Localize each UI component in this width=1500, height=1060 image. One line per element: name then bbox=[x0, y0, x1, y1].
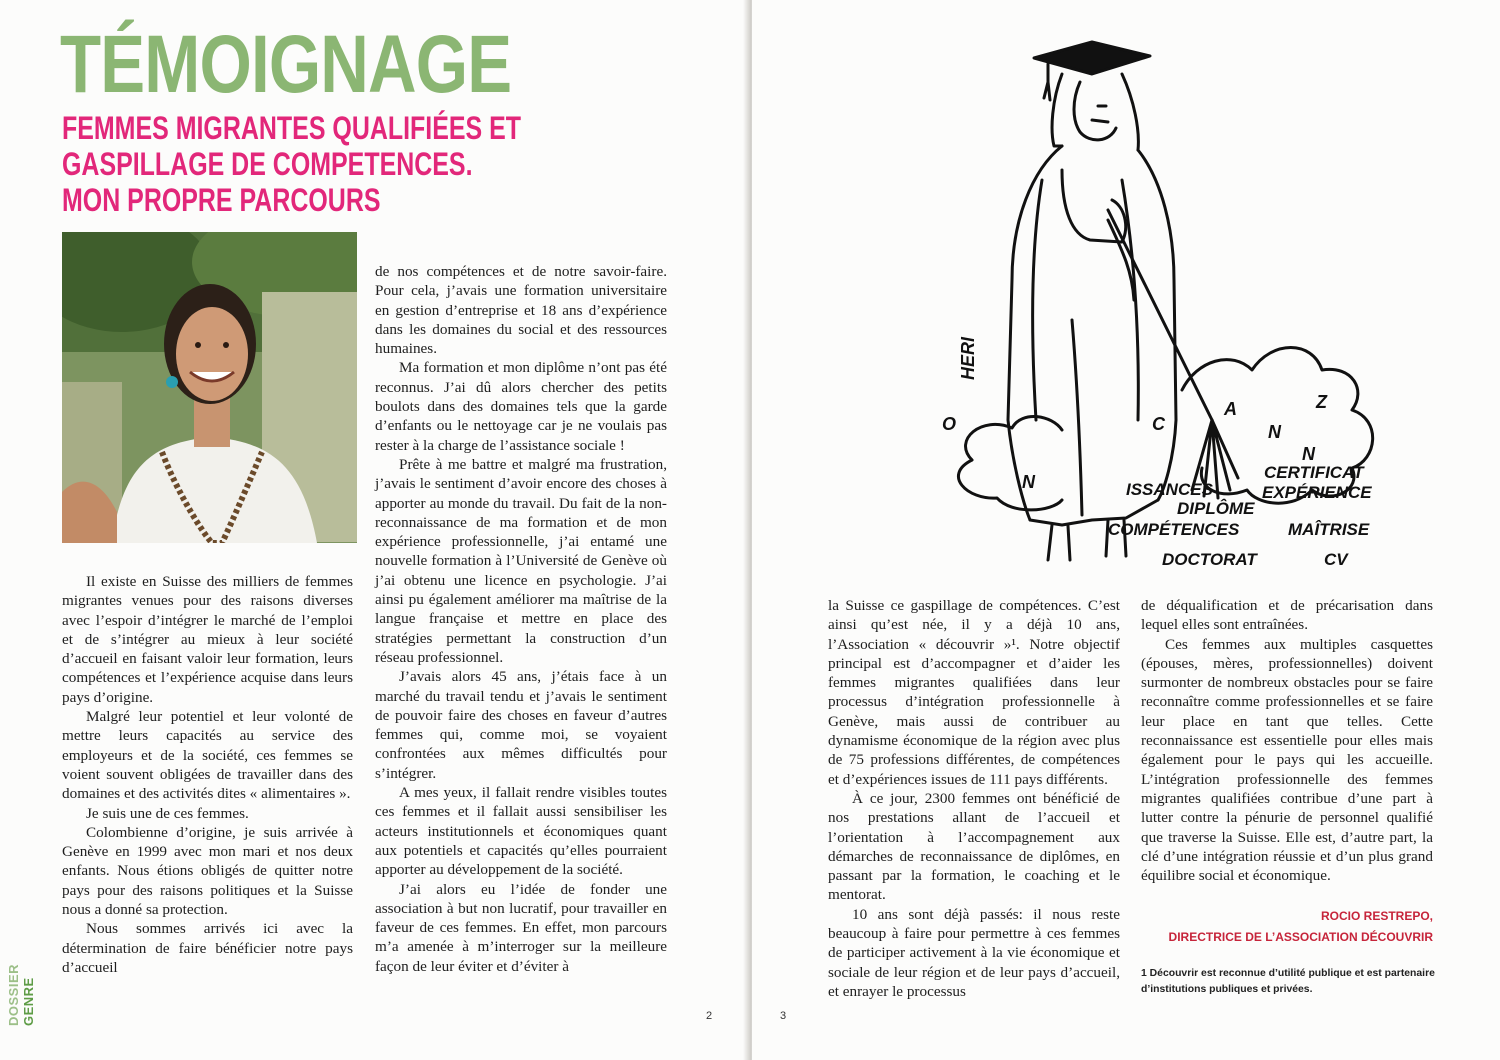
dust-letter: N bbox=[1302, 444, 1315, 464]
paragraph: Ma formation et mon diplôme n’ont pas été reconnus. J’ai dû alors chercher des petits boulots dans des domaines tels que la garde d’enfants ou le nettoyage car je ne voulais pas rester à la charge de l’assistance sociale ! bbox=[375, 359, 667, 454]
author-name: ROCIO RESTREPO, bbox=[1320, 909, 1433, 923]
paragraph: A mes yeux, il fallait rendre visibles toutes ces femmes et il fallait aussi sensibiliser les acteurs institutionnels et économiques quant aux potentiels et capacités qu’elles pourraient apporter au développement de la société. bbox=[375, 784, 667, 879]
paragraph: J’ai alors eu l’idée de fonder une association à but non lucratif, pour travailler en faveur de ces femmes. En effet, mon parcours m’a amenée à m’interroger sur la meilleure façon de leur éviter et d’éviter à bbox=[375, 880, 667, 975]
paragraph: Colombienne d’origine, je suis arrivée à Genève en 1999 avec mon mari et nos deux enfants. Nous étions obligés de quitter notre pays pour des raisons politiques et la Suisse nous a donné sa protection. bbox=[62, 823, 353, 919]
dust-letter: N bbox=[1022, 472, 1035, 492]
paragraph-continued: la Suisse ce gaspillage de compétences. C’est ainsi qu’est née, il y a déjà 10 ans, l’Association « découvrir »¹. Notre objectif principal est d’accompagner et d’aider les femmes migrantes qualifiées dans leur processus d’intégration professionnelle à Genève, mais aussi de contribuer au dynamisme économique de la région avec plus de 75 professions différentes, de compétences et d’expériences issues de 111 pays différents. bbox=[828, 597, 1120, 788]
left-page bbox=[0, 0, 748, 1060]
paragraph-continued: de nos compétences et de notre savoir-faire. Pour cela, j’avais une formation universitaire en gestion d’entreprise et 18 ans d’expérience dans les domaines du social et des ressources humaines. bbox=[375, 263, 667, 358]
paragraph: 10 ans sont déjà passés: il nous reste beaucoup à faire pour permettre à ces femmes de participer activement à la vie économique et sociale de leur région et de leur pays d’accueil, et enrayer le processus bbox=[828, 905, 1120, 1000]
section-side-tag bbox=[4, 960, 44, 1030]
dust-letter: O bbox=[942, 414, 957, 434]
cartoon-word: CV bbox=[1324, 550, 1348, 569]
paragraph: Nous sommes arrivés ici avec la détermination de faire bénéficier notre pays d’accueil bbox=[62, 920, 353, 976]
dust-letter: C bbox=[1152, 414, 1165, 434]
headline-line: MON PROPRE PARCOURS bbox=[62, 182, 381, 218]
cartoon-word: DIPLÔME bbox=[1177, 499, 1255, 518]
side-tag-dossier: DOSSIER bbox=[6, 963, 21, 1026]
column-2 bbox=[375, 262, 667, 976]
paragraph: J’avais alors 45 ans, j’étais face à un marché du travail tendu et j’avais le sentiment de pouvoir faire des choses en faveur d’autres femmes qui, comme moi, se voyaient confrontées aux mêmes difficultés pour s’intégrer. bbox=[375, 668, 667, 782]
cartoon-word: MAÎTRISE bbox=[1288, 520, 1370, 539]
author-signature bbox=[1141, 906, 1433, 948]
footnote: 1 Découvrir est reconnue d’utilité publique et est partenaire d’institutions publiques et privées. bbox=[1141, 968, 1435, 995]
headline-line: GASPILLAGE DE COMPETENCES. bbox=[62, 146, 473, 182]
cartoon-word: DOCTORAT bbox=[1162, 550, 1257, 569]
paragraph: Ces femmes aux multiples casquettes (épouses, mères, professionnelles) doivent surmonter de nombreux obstacles pour se faire reconnaître comme professionnelles et se faire leur place en tant que telles. Cette reconnaissance est essentielle pour elles mais également pour le pays qui les accueille. L’intégration professionnelle des femmes migrantes qualifiées contribue d’une part à lutter contre la pénurie de personnel qualifié que traverse la Suisse. Elle est, d’autre part, la clé d’une intégration réussie et d’un plus grand équilibre social et économique. bbox=[1141, 635, 1433, 885]
dust-letter: N bbox=[1268, 422, 1281, 442]
paragraph: Je suis une de ces femmes. bbox=[86, 804, 249, 822]
side-tag-genre: GENRE bbox=[21, 977, 36, 1026]
author-role: DIRECTRICE DE L’ASSOCIATION DÉCOUVRIR bbox=[1168, 930, 1433, 944]
cartoonist-signature: HERI bbox=[958, 336, 978, 380]
cartoon-words bbox=[1108, 463, 1372, 569]
article-headline bbox=[62, 110, 561, 218]
right-page bbox=[752, 0, 1500, 1060]
column-4 bbox=[1141, 596, 1433, 885]
section-kicker: TÉMOIGNAGE bbox=[60, 19, 512, 110]
dust-letter: A bbox=[1224, 399, 1237, 419]
cartoon-word: EXPÉRIENCE bbox=[1262, 483, 1372, 502]
column-1 bbox=[62, 572, 353, 977]
paragraph-continued: de déqualification et de précarisation dans lequel elles sont entraînées. bbox=[1141, 597, 1433, 634]
page-number: 3 bbox=[780, 1010, 787, 1022]
cartoon-word: COMPÉTENCES bbox=[1108, 520, 1240, 539]
author-portrait-photo bbox=[62, 232, 357, 543]
column-3 bbox=[828, 596, 1120, 1001]
headline-line: FEMMES MIGRANTES QUALIFIÉES ET bbox=[62, 110, 522, 146]
paragraph: À ce jour, 2300 femmes ont bénéficié de nos prestations allant de l’accueil et l’orientation à l’accompagnement aux démarches de reconnaissance de diplômes, en passant par la formation, le coaching et le mentorat. bbox=[828, 789, 1120, 904]
paragraph: Prête à me battre et malgré ma frustration, j’avais le sentiment d’avoir encore des choses à apporter au monde du travail. Du fait de la non-reconnaissance de ma formation et de mon expérience professionnelle, j’ai entamé une nouvelle formation à l’Université de Genève où j’ai obtenu une licence en psychologie. J’ai ainsi pu également améliorer ma maîtrise de la langue française et mettre en place des stratégies permettant la construction d’un réseau professionnel. bbox=[375, 455, 667, 666]
page-number: 2 bbox=[706, 1010, 713, 1022]
paragraph: Malgré leur potentiel et leur volonté de mettre leurs capacités au service des employeurs et de la société, ces femmes se voient souvent obligées de travailler dans des domaines et des activités dites « alimentaires ». bbox=[62, 708, 353, 803]
dust-letter: Z bbox=[1316, 392, 1327, 412]
cartoon-word: CERTIFICAT bbox=[1264, 463, 1364, 482]
paragraph: Il existe en Suisse des milliers de femmes migrantes venues pour des raisons diverses avec l’espoir d’intégrer le marché de l’emploi et de s’intégrer au mieux à leur société d’accueil en faisant valoir leur formation, leurs compétences et l’expérience acquise dans leurs pays d’origine. bbox=[62, 573, 353, 706]
graduate-sweeping-cartoon bbox=[912, 20, 1452, 580]
cartoon-word: ISSANCES bbox=[1126, 480, 1213, 499]
